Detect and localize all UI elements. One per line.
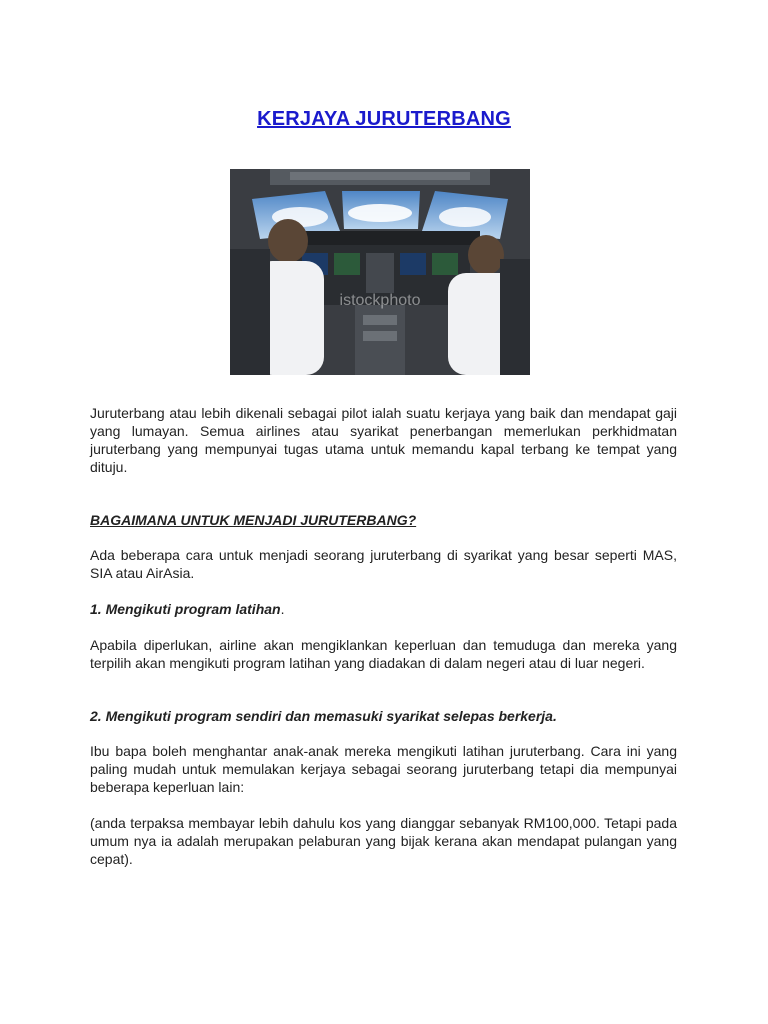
how-intro-paragraph: Ada beberapa cara untuk menjadi seorang juruterbang di syarikat yang besar seperti MAS, SIA atau AirAsia. [90,547,677,581]
step2-note-paragraph: (anda terpaksa membayar lebih dahulu kos yang dianggar sebanyak RM100,000. Tetapi pada umum nya ia adalah merupakan pelaburan yang bijak kerana akan mendapat pulangan yang cepat). [90,815,677,867]
intro-paragraph: Juruterbang atau lebih dikenali sebagai pilot ialah suatu kerjaya yang baik dan mendapat gaji yang lumayan. Semua airlines atau syarikat penerbangan memerlukan perkhidmatan juruterbang yang mempunyai tugas utama untuk memandu kapal terbang ke tempat yang dituju. [90,405,677,475]
section-heading: BAGAIMANA UNTUK MENJADI JURUTERBANG? [90,512,417,528]
page-title: KERJAYA JURUTERBANG [257,108,511,130]
step2-heading: 2. Mengikuti program sendiri dan memasuki syarikat selepas berkerja. [90,708,557,724]
step1-heading-suffix: . [280,601,285,617]
step1-heading-line [90,600,677,618]
step1-heading: 1. Mengikuti program latihan [90,601,281,617]
step2-paragraph: Ibu bapa boleh menghantar anak-anak mereka mengikuti latihan juruterbang. Cara ini yang paling mudah untuk memulakan kerjaya sebagai seorang juruterbang tetapi dia mempunyai beberapa keperluan lain: [90,743,677,795]
photo-watermark: istockphoto [339,292,421,309]
cockpit-photo [230,169,530,375]
step1-paragraph: Apabila diperlukan, airline akan mengiklankan keperluan dan temuduga dan mereka yang terpilih akan mengikuti program latihan yang diadakan di dalam negeri atau di luar negeri. [90,637,677,671]
